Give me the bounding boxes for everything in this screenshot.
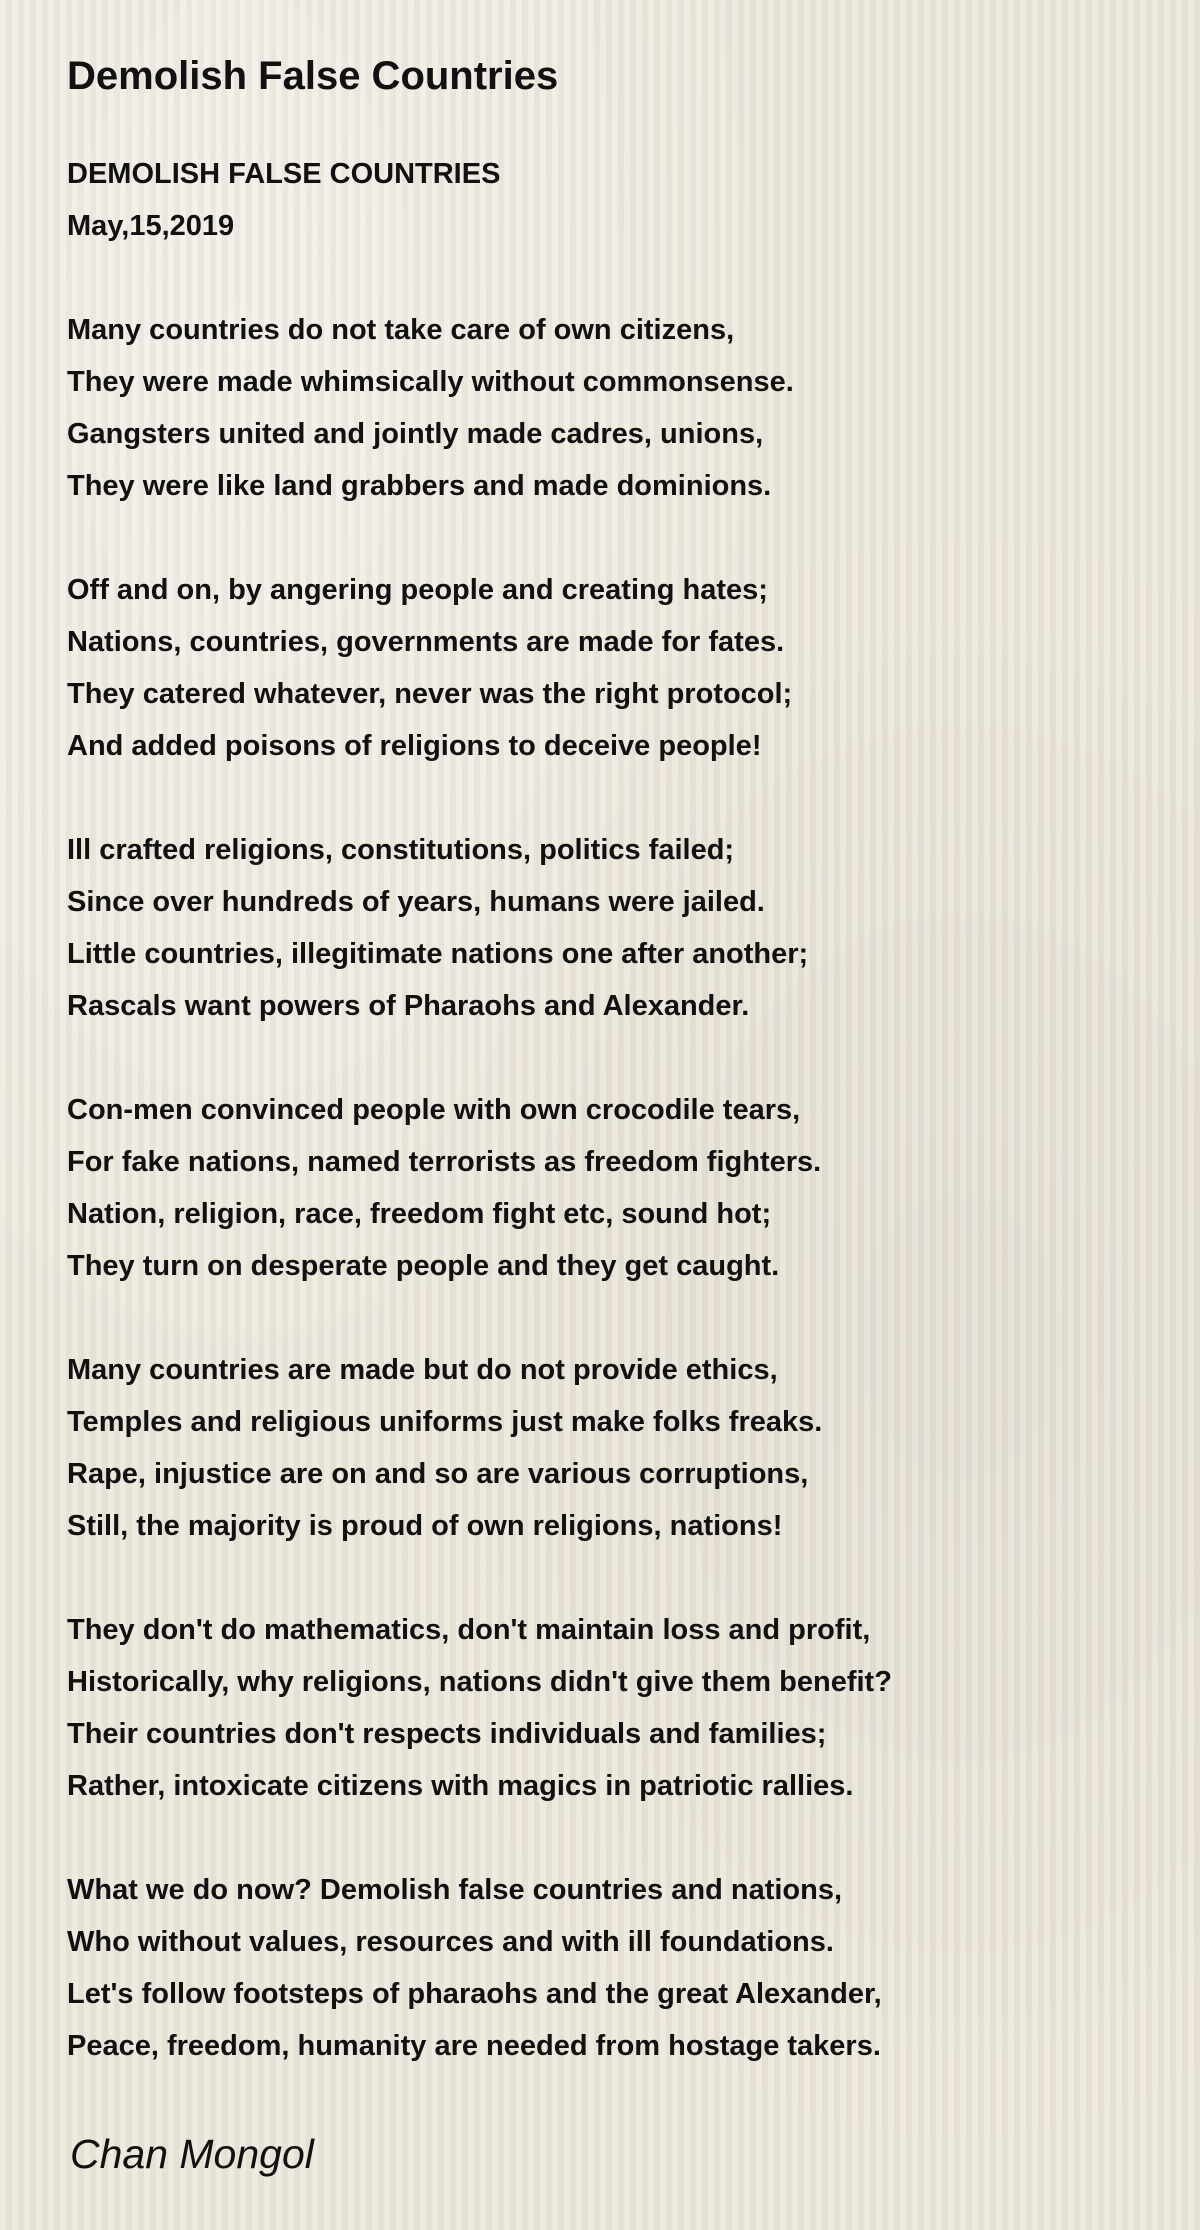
stanza-gap (67, 1552, 892, 1604)
poem-line: Temples and religious uniforms just make folks freaks. (67, 1406, 823, 1438)
stanza-gap (67, 772, 892, 824)
poem-line: Their countries don't respects individuals and families; (67, 1718, 827, 1750)
stanza-4 (67, 1084, 892, 1292)
poem-line: Rape, injustice are on and so are various corruptions, (67, 1458, 809, 1490)
poem-line: They turn on desperate people and they get caught. (67, 1250, 780, 1282)
poem-line: They catered whatever, never was the right protocol; (67, 678, 793, 710)
poem-line: They don't do mathematics, don't maintain loss and profit, (67, 1614, 871, 1646)
poem-line: Nations, countries, governments are made for fates. (67, 626, 785, 658)
stanza-gap (67, 1812, 892, 1864)
poem-line: Many countries do not take care of own citizens, (67, 314, 735, 346)
poem-line: They were like land grabbers and made dominions. (67, 470, 772, 502)
poem-line: For fake nations, named terrorists as freedom fighters. (67, 1146, 822, 1178)
poem-line: Who without values, resources and with ill foundations. (67, 1926, 834, 1958)
poem-line: Historically, why religions, nations didn't give them benefit? (67, 1666, 892, 1698)
poem-line: Rather, intoxicate citizens with magics in patriotic rallies. (67, 1770, 854, 1802)
poem-line: Peace, freedom, humanity are needed from hostage takers. (67, 2030, 881, 2062)
poem-line: Off and on, by angering people and creating hates; (67, 574, 768, 606)
poem-line: They were made whimsically without commonsense. (67, 366, 794, 398)
poem-line: What we do now? Demolish false countries and nations, (67, 1874, 843, 1906)
poem-line: Since over hundreds of years, humans were jailed. (67, 886, 765, 918)
poem-line: Con-men convinced people with own crocodile tears, (67, 1094, 801, 1126)
stanza-1 (67, 304, 892, 512)
stanza-gap (67, 252, 892, 304)
poem-date: May,15,2019 (67, 210, 235, 242)
poem-line: And added poisons of religions to deceive people! (67, 730, 762, 762)
poem-author: Chan Mongol (70, 2131, 314, 2177)
poem-line: Many countries are made but do not provide ethics, (67, 1354, 778, 1386)
stanza-2 (67, 564, 892, 772)
poem-line: Nation, religion, race, freedom fight etc, sound hot; (67, 1198, 772, 1230)
poem-line: Gangsters united and jointly made cadres, unions, (67, 418, 764, 450)
stanza-3 (67, 824, 892, 1032)
stanza-gap (67, 1292, 892, 1344)
poem-body (67, 148, 892, 2072)
poem-title: Demolish False Countries (67, 54, 559, 98)
stanza-7 (67, 1864, 892, 2072)
stanza-gap (67, 512, 892, 564)
poem-line: Still, the majority is proud of own religions, nations! (67, 1510, 783, 1542)
poem-line: Let's follow footsteps of pharaohs and the great Alexander, (67, 1978, 882, 2010)
poem-line: Ill crafted religions, constitutions, politics failed; (67, 834, 735, 866)
poem-heading: DEMOLISH FALSE COUNTRIES (67, 158, 501, 190)
stanza-6 (67, 1604, 892, 1812)
poem-line: Rascals want powers of Pharaohs and Alexander. (67, 990, 750, 1022)
stanza-gap (67, 1032, 892, 1084)
stanza-5 (67, 1344, 892, 1552)
poem-line: Little countries, illegitimate nations one after another; (67, 938, 809, 970)
